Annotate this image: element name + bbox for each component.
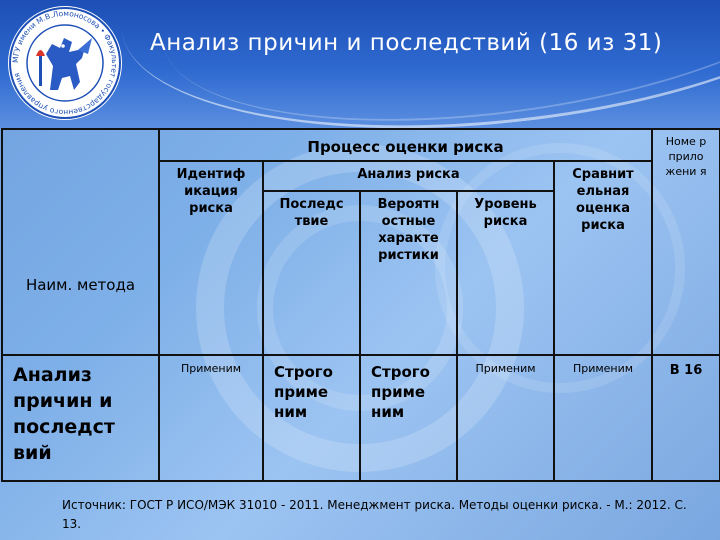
griffin-emblem-icon bbox=[6, 4, 124, 122]
risk-identification-header: Идентиф икация риска bbox=[159, 161, 263, 355]
probability-cell: Строго приме ним bbox=[360, 355, 457, 481]
annex-cell: В 16 bbox=[652, 355, 720, 481]
risk-assessment-process-header: Процесс оценки риска bbox=[159, 129, 652, 161]
probability-header: Вероятн остные характе ристики bbox=[360, 191, 457, 355]
risk-level-header: Уровень риска bbox=[457, 191, 554, 355]
slide-title: Анализ причин и последствий (16 из 31) bbox=[150, 30, 663, 56]
comparative-evaluation-header: Сравнит ельная оценка риска bbox=[554, 161, 652, 355]
risk-analysis-header: Анализ риска bbox=[263, 161, 554, 191]
method-name-header: Наим. метода bbox=[2, 129, 159, 355]
annex-number-header: Номе р прило жени я bbox=[652, 129, 720, 355]
consequences-header: Последс твие bbox=[263, 191, 360, 355]
method-name-cell: Анализ причин и последст вий bbox=[2, 355, 159, 481]
risk-methods-table bbox=[1, 128, 720, 482]
source-citation: Источник: ГОСТ Р ИСО/МЭК 31010 - 2011. Менеджмент риска. Методы оценки риска. - М.: 2012. С. 13. bbox=[62, 498, 687, 531]
risk-level-cell: Применим bbox=[457, 355, 554, 481]
consequences-cell: Строго приме ним bbox=[263, 355, 360, 481]
table-row bbox=[2, 355, 720, 481]
identification-cell: Применим bbox=[159, 355, 263, 481]
logo-ring-text: МГУ имени М.В.Ломоносова • Факультет государственного управления bbox=[10, 8, 120, 118]
comparative-cell: Применим bbox=[554, 355, 652, 481]
